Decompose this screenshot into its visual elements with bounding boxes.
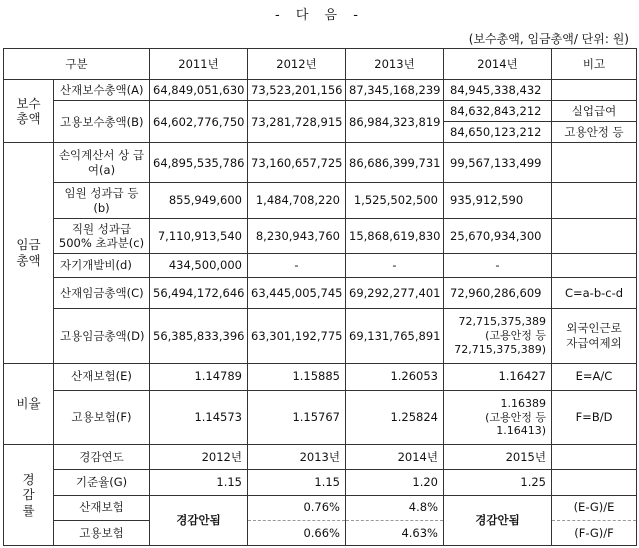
label-pay-employment: 고용보수총액(B): [54, 101, 150, 143]
cell: 69,292,277,401: [346, 277, 444, 308]
cell: 1.15: [248, 470, 346, 495]
cell: 72,715,375,389 (고용안정 등 72,715,375,389): [444, 309, 552, 364]
header-row: [4, 49, 637, 80]
cell-remark: E=A/C: [552, 363, 637, 390]
cell-remark: [552, 445, 637, 470]
cell: 86,686,399,731: [346, 143, 444, 183]
cell: 1.25: [444, 470, 552, 495]
group-reduction: 경 감 률: [4, 445, 54, 546]
cell: 1,525,502,500: [346, 183, 444, 219]
cell-remark: [552, 470, 637, 495]
cell: 4.63%: [346, 520, 444, 545]
cell-remark: F=B/D: [552, 390, 637, 445]
cell-remark: (F-G)/F: [552, 520, 637, 545]
not-reduced-2015: 경감안됨: [444, 495, 552, 545]
cell-remark: 실업급여: [552, 101, 637, 122]
cell: 1.26053: [346, 363, 444, 390]
cell: 855,949,600: [150, 183, 248, 219]
cell-remark: 외국인근로 자급여제외: [552, 309, 637, 364]
cell: 1.15: [150, 470, 248, 495]
cell: 1.15767: [248, 390, 346, 445]
cell-remark: [552, 254, 637, 277]
cell: 63,445,005,745: [248, 277, 346, 308]
cell-remark: 고용안정 등: [552, 122, 637, 143]
cell-remark: [552, 143, 637, 183]
page-heading: - 다 음 -: [275, 8, 364, 23]
cell: 1.14573: [150, 390, 248, 445]
cell: 73,160,657,725: [248, 143, 346, 183]
label-wage-exec: 임원 성과급 등(b): [54, 183, 150, 219]
cell: -: [248, 254, 346, 277]
cell: 0.66%: [248, 520, 346, 545]
cell: 72,960,286,609: [444, 277, 552, 308]
cell: 64,602,776,750: [150, 101, 248, 143]
header-year-2014: 2014년: [444, 49, 552, 80]
cell: 87,345,168,239: [346, 80, 444, 101]
not-reduced-2012: 경감안됨: [150, 495, 248, 545]
cell: 8,230,943,760: [248, 218, 346, 254]
row-reduction-year: [4, 445, 637, 470]
cell: 64,895,535,786: [150, 143, 248, 183]
header-year-2012: 2012년: [248, 49, 346, 80]
cell: 434,500,000: [150, 254, 248, 277]
label-ratio-industrial: 산재보험(E): [54, 363, 150, 390]
cell: 7,110,913,540: [150, 218, 248, 254]
cell: 56,494,172,646: [150, 277, 248, 308]
row-wage-employment: [4, 309, 637, 364]
cell: 25,670,934,300: [444, 218, 552, 254]
header-year-2013: 2013년: [346, 49, 444, 80]
cell: 63,301,192,775: [248, 309, 346, 364]
cell: 56,385,833,396: [150, 309, 248, 364]
cell: 84,945,338,432: [444, 80, 552, 101]
cell: 15,868,619,830: [346, 218, 444, 254]
row-wage-exec: [4, 183, 637, 219]
cell: 99,567,133,499: [444, 143, 552, 183]
group-wage-total: 임금 총액: [4, 143, 54, 363]
cell: 2015년: [444, 445, 552, 470]
cell-remark: [552, 183, 637, 219]
cell: 1.14789: [150, 363, 248, 390]
row-pay-industrial: [4, 80, 637, 101]
cell: 1.16389 (고용안정 등 1.16413): [444, 390, 552, 445]
cell: -: [444, 254, 552, 277]
cell: 2013년: [248, 445, 346, 470]
cell: 2014년: [346, 445, 444, 470]
cell: 73,281,728,915: [248, 101, 346, 143]
cell-remark: C=a-b-c-d: [552, 277, 637, 308]
row-wage-income: [4, 143, 637, 183]
unit-note: (보수총액, 임금총액/ 단위: 원): [468, 32, 629, 46]
row-pay-employment: [4, 101, 637, 122]
header-category: 구분: [4, 49, 150, 80]
label-reduction-base: 기준율(G): [54, 470, 150, 495]
row-wage-staff: [4, 218, 637, 254]
cell: 1,484,708,220: [248, 183, 346, 219]
label-reduction-employment: 고용보험: [54, 520, 150, 545]
cell: 1.16427: [444, 363, 552, 390]
cell: 86,984,323,819: [346, 101, 444, 143]
label-ratio-employment: 고용보험(F): [54, 390, 150, 445]
label-wage-employment: 고용임금총액(D): [54, 309, 150, 364]
label-wage-industrial: 산재임금총액(C): [54, 277, 150, 308]
label-wage-selfdev: 자기개발비(d): [54, 254, 150, 277]
label-pay-industrial: 산재보수총액(A): [54, 80, 150, 101]
label-reduction-industrial: 산재보험: [54, 495, 150, 520]
cell: 2012년: [150, 445, 248, 470]
label-reduction-year: 경감연도: [54, 445, 150, 470]
header-remarks: 비고: [552, 49, 637, 80]
cell: 1.15885: [248, 363, 346, 390]
cell: -: [346, 254, 444, 277]
group-ratio: 비율: [4, 363, 54, 445]
label-wage-income: 손익계산서 상 급여(a): [54, 143, 150, 183]
cell: 69,131,765,891: [346, 309, 444, 364]
cell-remark: [552, 80, 637, 101]
cell: 1.20: [346, 470, 444, 495]
header-year-2011: 2011년: [150, 49, 248, 80]
cell-remark: (E-G)/E: [552, 495, 637, 520]
row-wage-selfdev: [4, 254, 637, 277]
cell: 84,632,843,212: [444, 101, 552, 122]
cell: 1.25824: [346, 390, 444, 445]
group-pay-total: 보수 총액: [4, 80, 54, 143]
cell: 0.76%: [248, 495, 346, 520]
row-reduction-base: [4, 470, 637, 495]
row-ratio-industrial: [4, 363, 637, 390]
row-wage-industrial: [4, 277, 637, 308]
cell: 73,523,201,156: [248, 80, 346, 101]
cell: 64,849,051,630: [150, 80, 248, 101]
cell: 4.8%: [346, 495, 444, 520]
cell: 935,912,590: [444, 183, 552, 219]
row-reduction-industrial: [4, 495, 637, 520]
row-ratio-employment: [4, 390, 637, 445]
cell-remark: [552, 218, 637, 254]
insurance-table: [3, 48, 637, 546]
label-wage-staff: 직원 성과급 500% 초과분(c): [54, 218, 150, 254]
cell: 84,650,123,212: [444, 122, 552, 143]
